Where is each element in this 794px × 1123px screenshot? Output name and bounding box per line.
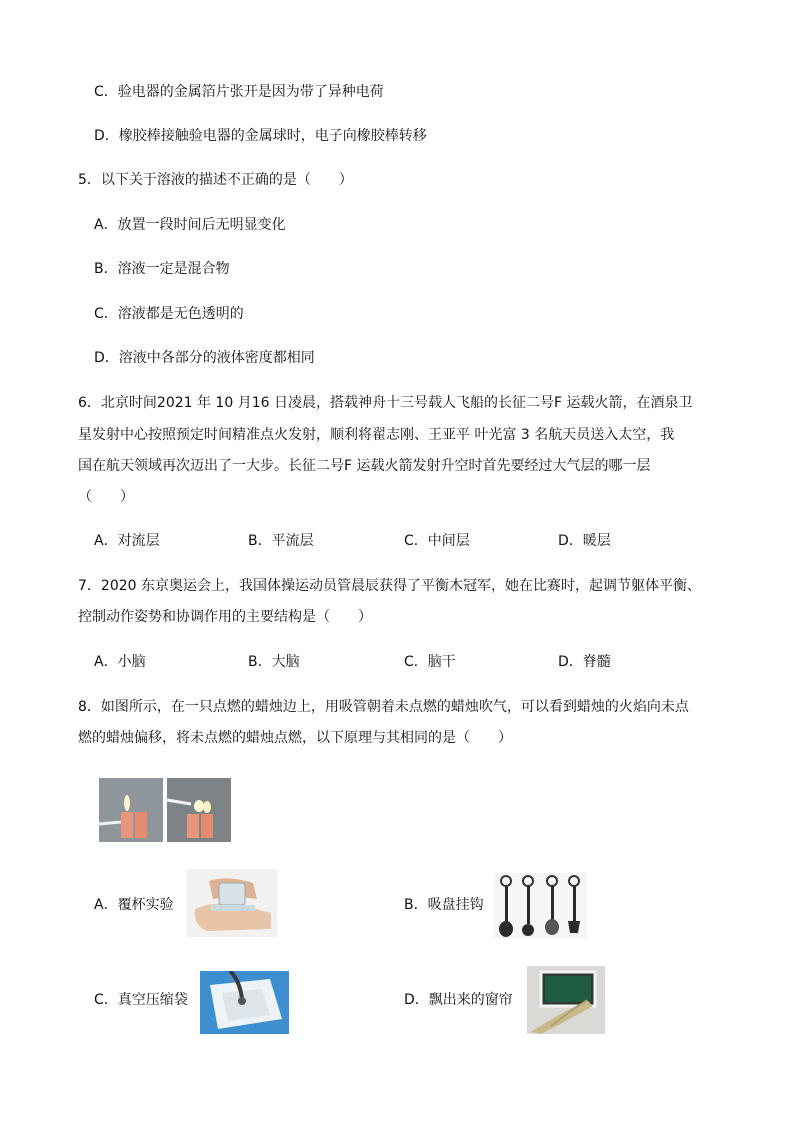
vacuum-bag-image [200, 971, 289, 1034]
q8-option-b: B．吸盘挂钩 [404, 897, 484, 913]
q6-option-b: B．平流层 [248, 533, 314, 549]
q7-option-c: C．脑干 [404, 654, 456, 670]
q8-stem-line1: 8．如图所示，在一只点燃的蜡烛边上，用吸管朝着未点燃的蜡烛吹气，可以看到蜡烛的火焰向未点 [78, 699, 689, 715]
q5-option-b: B．溶液一定是混合物 [94, 261, 230, 277]
q8-stem-line2: 燃的蜡烛偏移，将未点燃的蜡烛点燃，以下原理与其相同的是（ ） [78, 730, 512, 746]
suction-hook-image [494, 873, 587, 939]
q5-option-a: A．放置一段时间后无明显变化 [94, 217, 286, 233]
q7-option-b: B．大脑 [248, 654, 300, 670]
q8-option-d: D．飘出来的窗帘 [404, 992, 513, 1008]
q8-option-a: A．覆杯实验 [94, 897, 174, 913]
q4-option-c: C．验电器的金属箔片张开是因为带了异种电荷 [94, 84, 384, 100]
q4-option-d: D．橡胶棒接触验电器的金属球时，电子向橡胶棒转移 [94, 128, 427, 144]
q8-option-c: C．真空压缩袋 [94, 992, 188, 1008]
q7-option-d: D．脊髓 [558, 654, 611, 670]
curtain-window-image [527, 966, 605, 1034]
q7-option-a: A．小脑 [94, 654, 146, 670]
q5-option-d: D．溶液中各部分的液体密度都相同 [94, 350, 315, 366]
q6-option-d: D．暖层 [558, 533, 611, 549]
q6-stem-line3: 国在航天领域再次迈出了一大步。长征二号F 运载火箭发射升空时首先要经过大气层的哪一层 [78, 458, 651, 474]
q6-stem-line4: （ ） [78, 489, 134, 505]
candle-experiment-image [99, 778, 231, 842]
q6-option-c: C．中间层 [404, 533, 470, 549]
q5-option-c: C．溶液都是无色透明的 [94, 306, 244, 322]
q6-stem-line2: 星发射中心按照预定时间精准点火发射，顺利将翟志刚、王亚平 叶光富 3 名航天员送入太空，我 [78, 427, 675, 443]
q6-stem-line1: 6．北京时间2021 年 10 月16 日凌晨，搭载神舟十三号载人飞船的长征二号F 运载火箭，在酒泉卫 [78, 395, 693, 411]
q6-option-a: A．对流层 [94, 533, 160, 549]
cup-experiment-image [187, 869, 277, 937]
q7-stem-line1: 7．2020 东京奥运会上，我国体操运动员管晨辰获得了平衡木冠军，她在比赛时，起调节躯体平衡、 [78, 578, 701, 594]
q5-stem: 5．以下关于溶液的描述不正确的是（ ） [78, 172, 353, 188]
q7-stem-line2: 控制动作姿势和协调作用的主要结构是（ ） [78, 609, 372, 625]
